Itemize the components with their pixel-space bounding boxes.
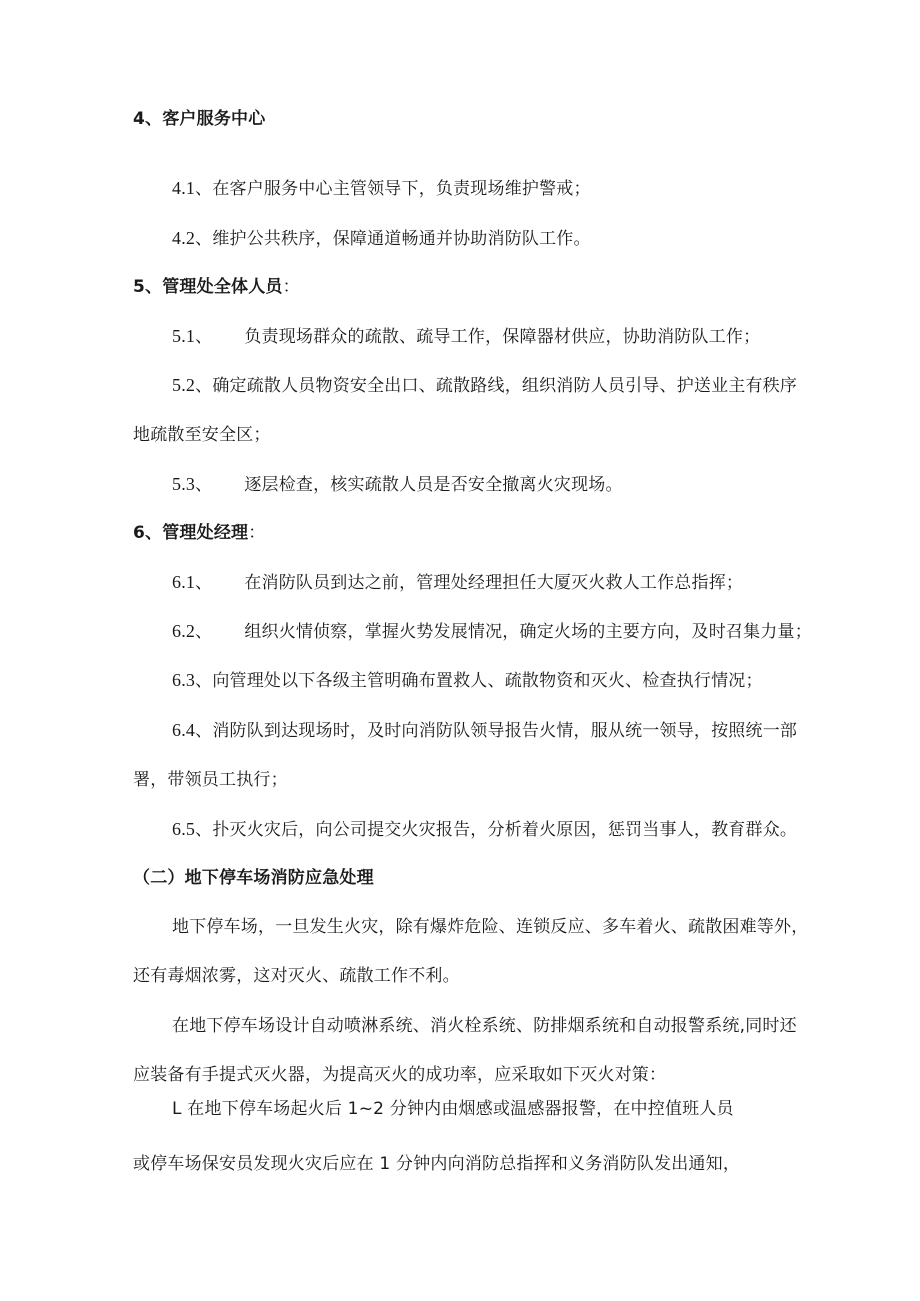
paragraph-3-line-1: [172, 1097, 734, 1121]
item-5-1: [172, 324, 760, 349]
section-heading-text: 6、管理处经理: [133, 523, 249, 543]
item-separator: 、: [195, 229, 213, 249]
item-number: 5.1: [172, 326, 196, 346]
section-4-heading: [133, 107, 265, 131]
section-6-heading: [133, 521, 265, 545]
paragraph-1-line-1: [172, 915, 808, 939]
item-6-1: [172, 570, 743, 595]
item-number: 6.3: [172, 670, 196, 690]
item-number: 6.4: [172, 720, 196, 740]
item-5-3: [172, 472, 623, 497]
item-text: 组织火情侦察，掌握火势发展情况，确定火场的主要方向，及时召集力量；: [244, 622, 812, 642]
item-number: 4.1: [172, 178, 196, 198]
item-number: 6.5: [172, 819, 196, 839]
paragraph-2-line-1: [172, 1014, 797, 1038]
item-text-continuation: 署，带领员工执行；: [133, 770, 288, 790]
item-separator: 、: [195, 622, 213, 642]
item-text: 在客户服务中心主管领导下，负责现场维护警戒；: [212, 179, 591, 199]
item-number: 6.2: [172, 621, 196, 641]
paragraph-text: 地下停车场，一旦发生火灾，除有爆炸危险、连锁反应、多车着火、疏散困难等外，: [172, 917, 809, 937]
item-5-2-continuation: [133, 423, 271, 447]
item-6-2: [172, 619, 812, 644]
paragraph-1-line-2: [133, 964, 460, 988]
item-separator: 、: [195, 820, 213, 840]
item-number: 4.2: [172, 228, 196, 248]
paragraph-text: L 在地下停车场起火后 1~2 分钟内由烟感或温感器报警，在中控值班人员: [172, 1099, 734, 1119]
item-separator: 、: [195, 671, 213, 691]
paragraph-2-line-2: [133, 1063, 666, 1087]
section-heading-text: 5、管理处全体人员: [133, 277, 283, 297]
paragraph-text: 在地下停车场设计自动喷淋系统、消火栓系统、防排烟系统和自动报警系统,同时还: [172, 1016, 797, 1036]
item-separator: 、: [195, 179, 213, 199]
paragraph-text: 或停车场保安员发现火灾后应在 1 分钟内向消防总指挥和义务消防队发出通知，: [133, 1154, 741, 1174]
item-text: 消防队到达现场时，及时向消防队领导报告火情，服从统一领导，按照统一部: [212, 721, 798, 741]
item-separator: 、: [195, 327, 213, 347]
item-6-3: [172, 668, 763, 693]
paragraph-3-line-2: [133, 1152, 740, 1176]
subsection-heading-text: （二）地下停车场消防应急处理: [133, 868, 374, 888]
item-number: 5.2: [172, 375, 196, 395]
item-number: 5.3: [172, 474, 196, 494]
section-5-heading: [133, 275, 300, 299]
heading-colon: ：: [282, 277, 300, 297]
item-number: 6.1: [172, 572, 196, 592]
item-separator: 、: [195, 475, 213, 495]
item-6-4: [172, 718, 797, 743]
item-4-1: [172, 176, 591, 201]
subsection-heading: [133, 866, 374, 890]
item-separator: 、: [195, 721, 213, 741]
item-separator: 、: [195, 376, 213, 396]
item-text-continuation: 地疏散至安全区；: [133, 425, 271, 445]
section-heading-text: 4、客户服务中心: [133, 109, 266, 129]
item-5-2: [172, 373, 797, 398]
item-text: 逐层检查，核实疏散人员是否安全撤离火灾现场。: [244, 475, 623, 495]
item-text: 在消防队员到达之前，管理处经理担任大厦灭火救人工作总指挥；: [244, 573, 744, 593]
paragraph-text: 应装备有手提式灭火器，为提高灭火的成功率，应采取如下灭火对策：: [133, 1065, 667, 1085]
item-text: 向管理处以下各级主管明确布置救人、疏散物资和灭火、检查执行情况；: [212, 671, 763, 691]
item-text: 负责现场群众的疏散、疏导工作，保障器材供应，协助消防队工作；: [244, 327, 761, 347]
paragraph-text: 还有毒烟浓雾，这对灭火、疏散工作不利。: [133, 966, 460, 986]
item-text: 确定疏散人员物资安全出口、疏散路线，组织消防人员引导、护送业主有秩序: [212, 376, 798, 396]
item-6-5: [172, 817, 797, 842]
item-6-4-continuation: [133, 768, 288, 792]
heading-colon: ：: [248, 523, 266, 543]
item-text: 扑灭火灾后，向公司提交火灾报告，分析着火原因，惩罚当事人，教育群众。: [212, 820, 798, 840]
item-4-2: [172, 226, 591, 251]
item-text: 维护公共秩序，保障通道畅通并协助消防队工作。: [212, 229, 591, 249]
item-separator: 、: [195, 573, 213, 593]
